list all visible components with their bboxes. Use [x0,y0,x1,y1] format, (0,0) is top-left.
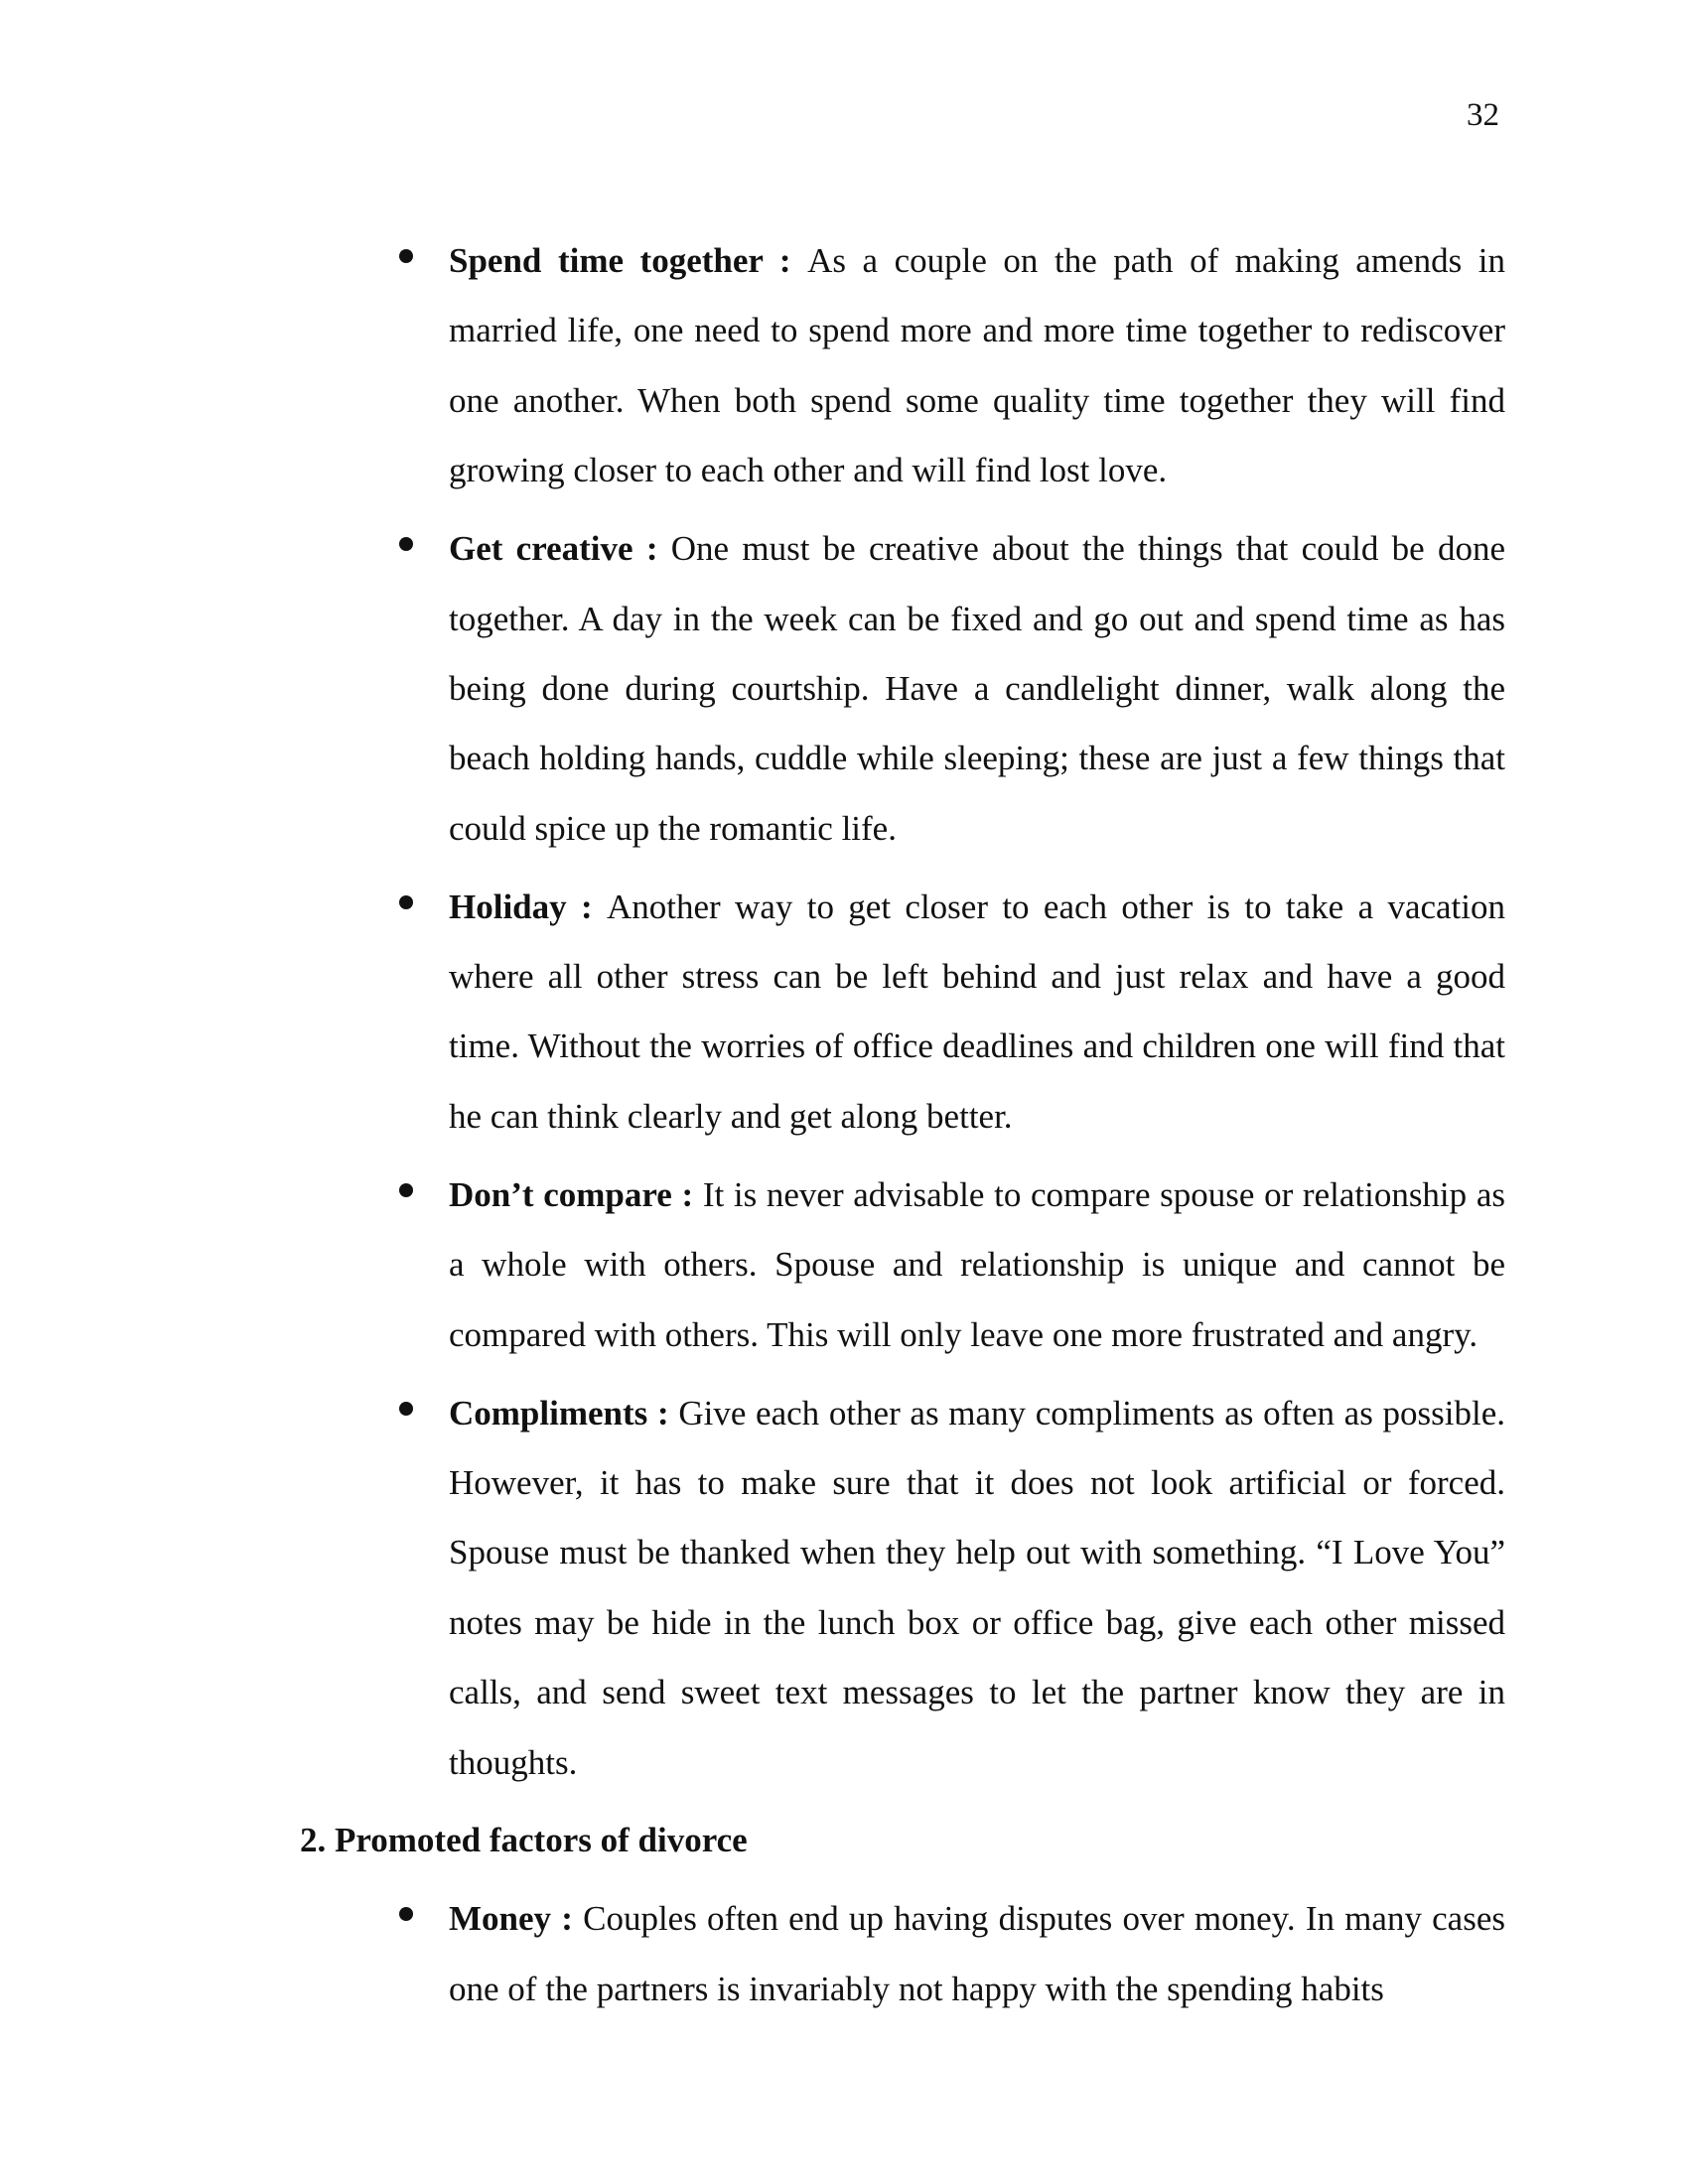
bullet-text: One must be creative about the things that could be done together. A day in the week can be fixed and go out and spend time as has being done during courtship. Have a candlelight dinner, walk along the beach holding hands, cuddle while sleeping; these are just a few things that could spice up the romantic life. [449,529,1505,848]
bullet-text: As a couple on the path of making amends in married life, one need to spend more and more time together to rediscover one another. When both spend some quality time together they will find growing closer to each other and will find lost love. [449,241,1505,490]
list-item [449,1160,1505,1370]
bullet-icon [399,1183,413,1197]
bullet-text: It is never advisable to compare spouse or relationship as a whole with others. Spouse and relationship is unique and cannot be compared with others. This will only leave one more frustrated and angry. [449,1174,1505,1354]
bullet-icon [399,1907,413,1921]
list-item [449,514,1505,864]
page-body [0,226,1688,2033]
bullet-text: Couples often end up having disputes over money. In many cases one of the partners is invariably not happy with the spending habits [449,1899,1505,2008]
bullet-text: Another way to get closer to each other is to take a vacation where all other stress can be left behind and just relax and have a good time. Without the worries of office deadlines and children one will find that he can think clearly and get along better. [449,887,1506,1136]
bullet-term: Get creative : [449,529,671,569]
bullet-text: Give each other as many compliments as often as possible. However, it has to make sure that it does not look artificial or forced. Spouse must be thanked when they help out with something. “I Love You” notes may be hide in the lunch box or office bag, give each other missed calls, and send sweet text messages to let the partner know they are in thoughts. [449,1393,1505,1782]
bullet-list-divorce-factors [0,1884,1688,2024]
bullet-list-tips [0,226,1688,1798]
bullet-term: Money : [449,1899,584,1939]
bullet-term: Spend time together : [449,241,808,280]
bullet-term: Compliments : [449,1393,679,1433]
list-item [449,1884,1505,2024]
section-heading: 2. Promoted factors of divorce [300,1821,748,1860]
bullet-term: Don’t compare : [449,1174,703,1214]
bullet-icon [399,537,413,551]
list-item [449,226,1505,506]
bullet-icon [399,895,413,909]
bullet-icon [399,249,413,263]
bullet-icon [399,1402,413,1416]
list-item [449,1379,1505,1798]
list-item [449,873,1505,1153]
page-number: 32 [1467,97,1499,133]
bullet-term: Holiday : [449,887,608,926]
